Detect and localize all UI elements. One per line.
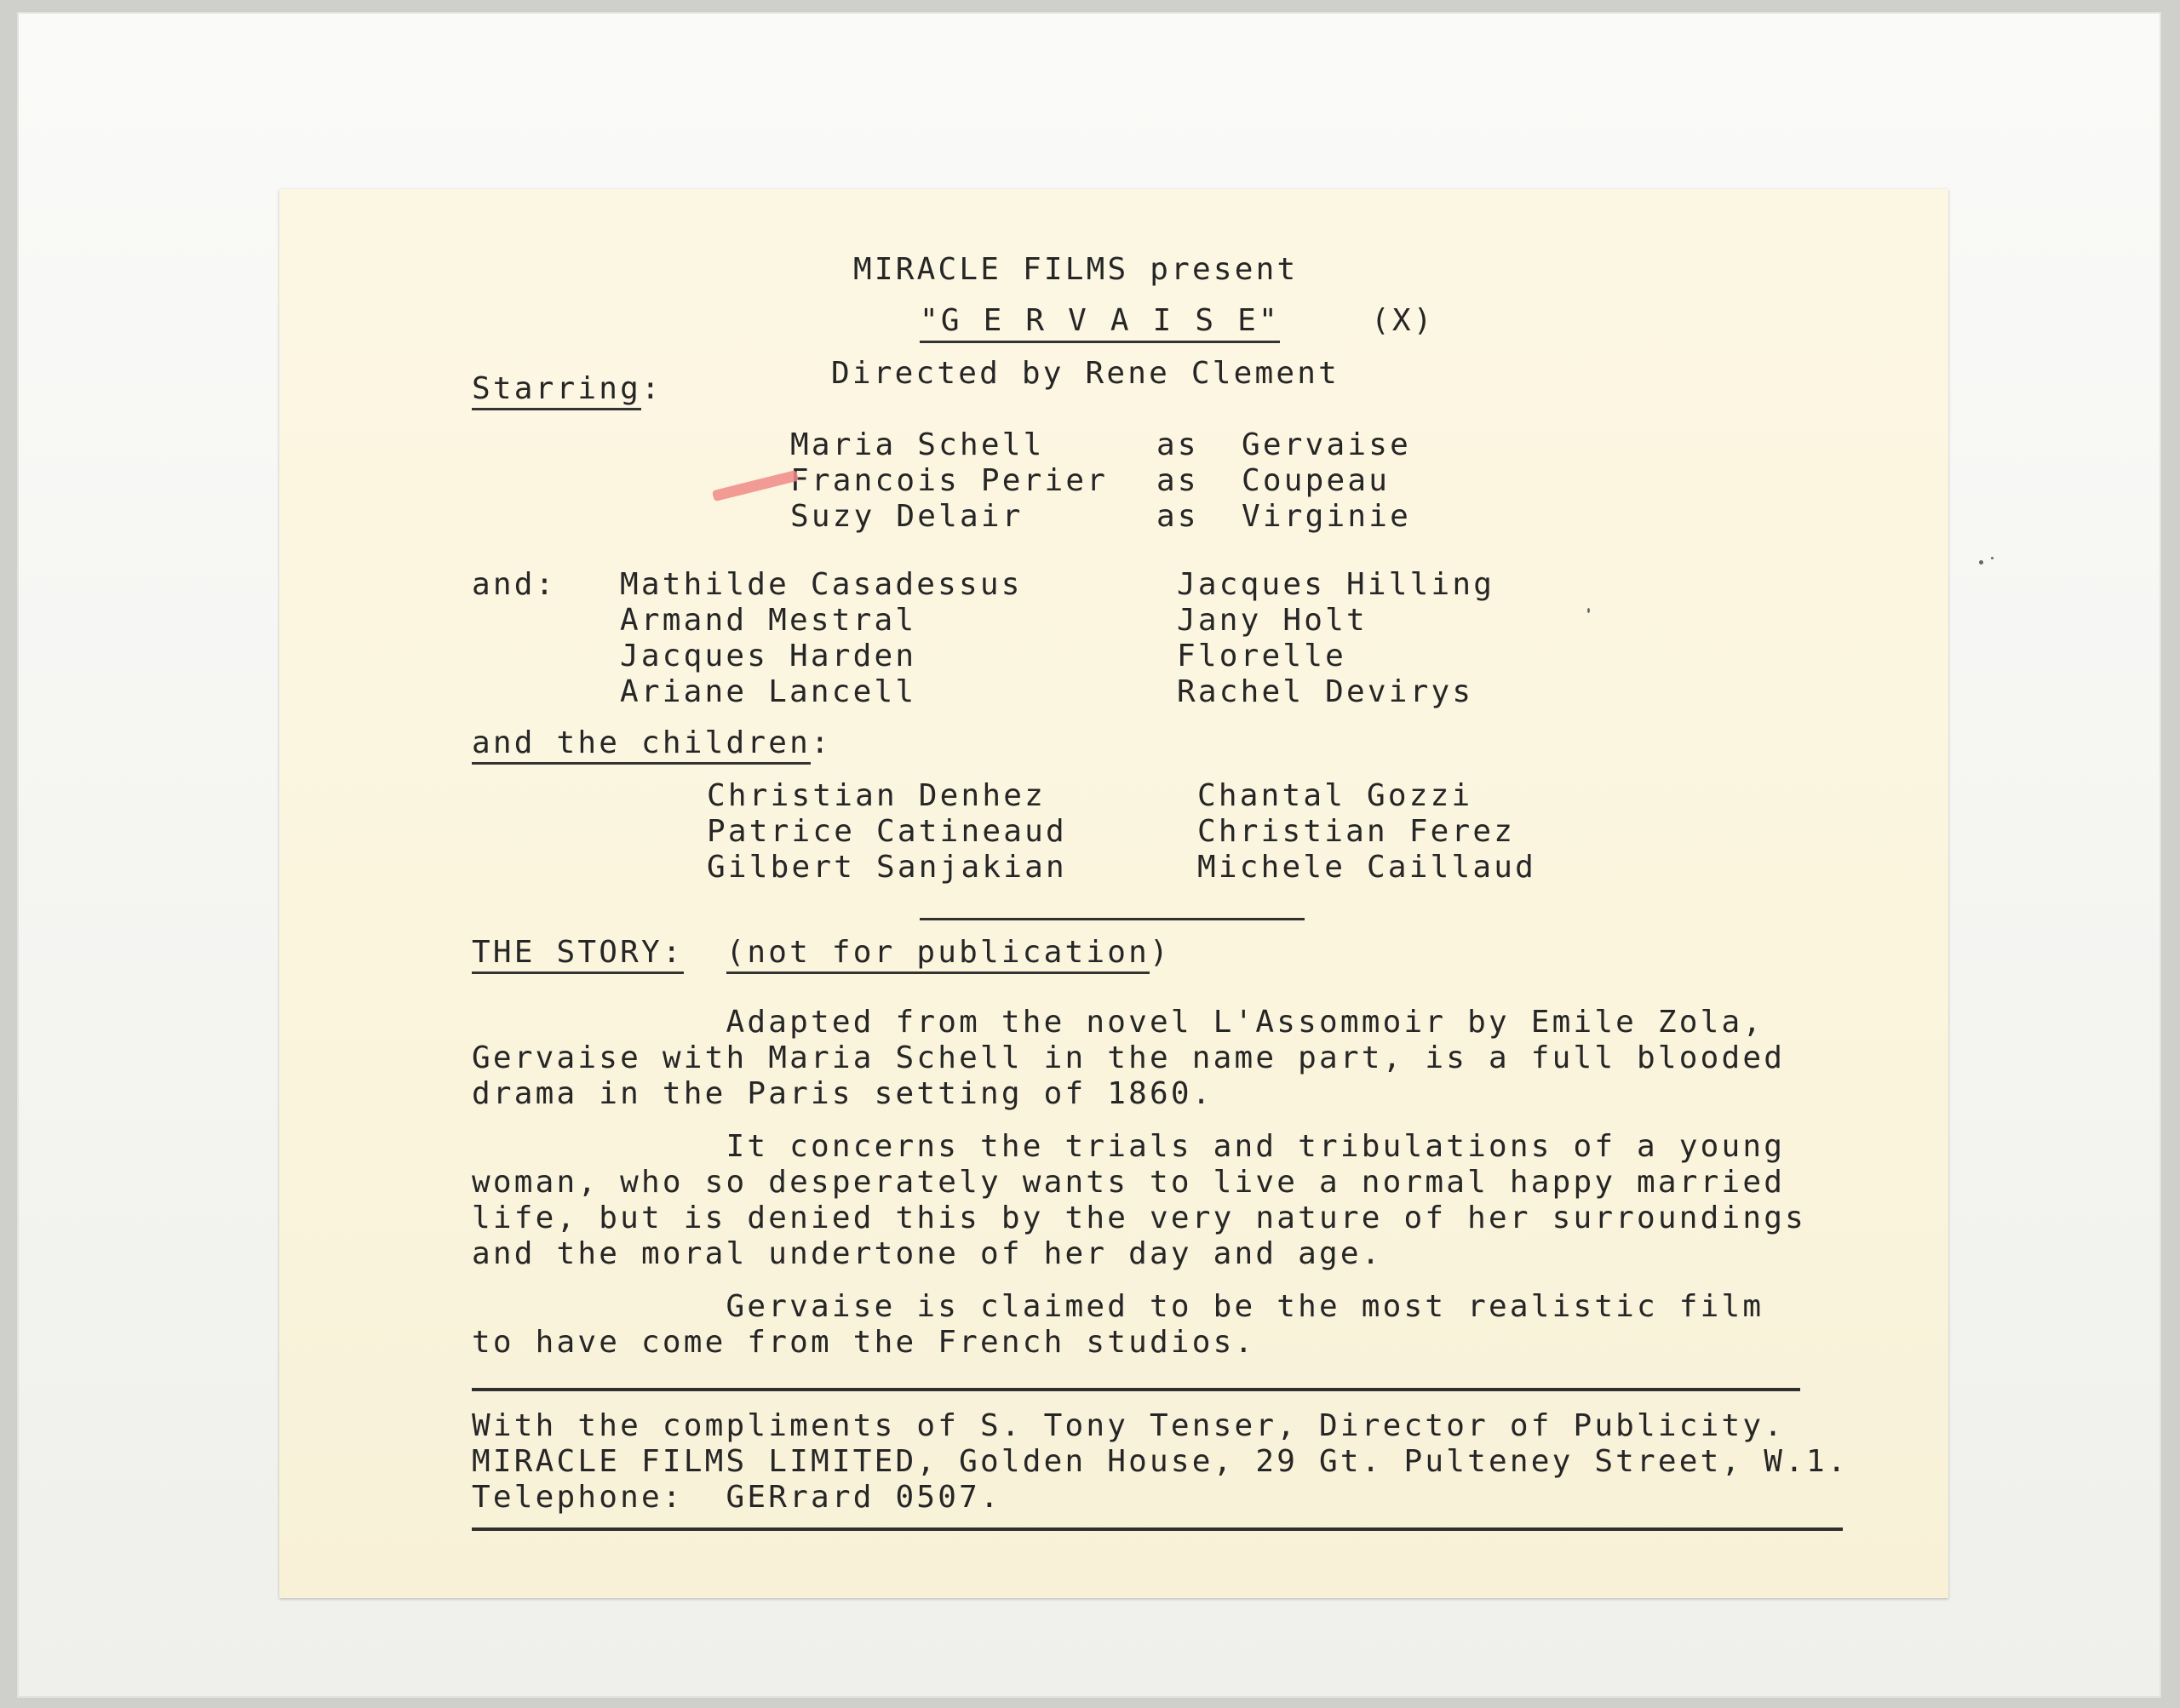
mount-board xyxy=(17,12,2161,1698)
section-divider xyxy=(920,918,1305,920)
story-line: life, but is denied this by the very nature of her surroundings xyxy=(472,1201,1807,1235)
supporting-actor: Jacques Hilling xyxy=(1177,567,1495,602)
child-actor: Chantal Gozzi xyxy=(1197,778,1473,813)
supporting-actor: Armand Mestral xyxy=(620,603,917,638)
supporting-actor: Ariane Lancell xyxy=(620,674,917,709)
supporting-actor: Jany Holt xyxy=(1177,603,1368,638)
story-line: Gervaise with Maria Schell in the name part, is a full blooded xyxy=(472,1040,1786,1075)
supporting-actor: Florelle xyxy=(1177,639,1346,673)
speck-mark xyxy=(1991,557,1994,559)
footer-rule-bottom xyxy=(472,1527,1843,1531)
supporting-actor: Mathilde Casadessus xyxy=(620,567,1023,602)
story-line: It concerns the trials and tribulations of a young xyxy=(472,1129,1786,1164)
film-rating: (X) xyxy=(1371,303,1435,338)
story-line: woman, who so desperately wants to live a normal happy married xyxy=(472,1165,1786,1200)
and-label: and: xyxy=(472,567,557,602)
story-line: Adapted from the novel L'Assommoir by Emile Zola, xyxy=(472,1005,1764,1040)
cast-role: Coupeau xyxy=(1242,463,1391,498)
starring-label: Starring xyxy=(472,371,641,410)
child-actor: Gilbert Sanjakian xyxy=(707,850,1067,885)
story-note-close: ) xyxy=(1149,935,1171,970)
story-note: (not for publication xyxy=(726,935,1150,974)
starring-heading xyxy=(472,371,663,407)
speck-mark xyxy=(1979,560,1983,565)
film-title: "G E R V A I S E" xyxy=(920,303,1280,343)
story-line: drama in the Paris setting of 1860. xyxy=(472,1076,1213,1111)
director-line: Directed by Rene Clement xyxy=(831,356,1340,391)
story-heading xyxy=(472,935,1171,971)
child-actor: Michele Caillaud xyxy=(1197,850,1536,885)
children-label: and the children xyxy=(472,725,811,765)
cast-actor: Francois Perier xyxy=(790,463,1109,498)
footer-rule-top xyxy=(472,1388,1800,1391)
children-colon: : xyxy=(810,725,832,760)
supporting-actor: Jacques Harden xyxy=(620,639,917,673)
starring-colon: : xyxy=(641,371,663,406)
red-pencil-mark xyxy=(712,470,799,502)
presenter-line: MIRACLE FILMS present xyxy=(853,252,1299,287)
press-release-sheet xyxy=(279,189,1948,1598)
children-heading xyxy=(472,725,832,761)
cast-role: Virginie xyxy=(1242,499,1411,534)
cast-as: as xyxy=(1156,427,1199,462)
story-line: to have come from the French studios. xyxy=(472,1325,1256,1360)
footer-line: MIRACLE FILMS LIMITED, Golden House, 29 Gt. Pulteney Street, W.1. xyxy=(472,1444,1849,1479)
supporting-actor: Rachel Devirys xyxy=(1177,674,1474,709)
footer-line: With the compliments of S. Tony Tenser, Director of Publicity. xyxy=(472,1408,1786,1443)
story-label: THE STORY: xyxy=(472,935,684,974)
story-line: and the moral undertone of her day and age. xyxy=(472,1236,1383,1271)
cast-actor: Maria Schell xyxy=(790,427,1045,462)
story-line: Gervaise is claimed to be the most realistic film xyxy=(472,1289,1764,1324)
child-actor: Patrice Catineaud xyxy=(707,814,1067,849)
child-actor: Christian Denhez xyxy=(707,778,1046,813)
cast-actor: Suzy Delair xyxy=(790,499,1024,534)
cast-as: as xyxy=(1156,463,1199,498)
speck-mark xyxy=(1587,608,1590,613)
cast-role: Gervaise xyxy=(1242,427,1411,462)
child-actor: Christian Ferez xyxy=(1197,814,1516,849)
cast-as: as xyxy=(1156,499,1199,534)
footer-line: Telephone: GERrard 0507. xyxy=(472,1480,1001,1515)
